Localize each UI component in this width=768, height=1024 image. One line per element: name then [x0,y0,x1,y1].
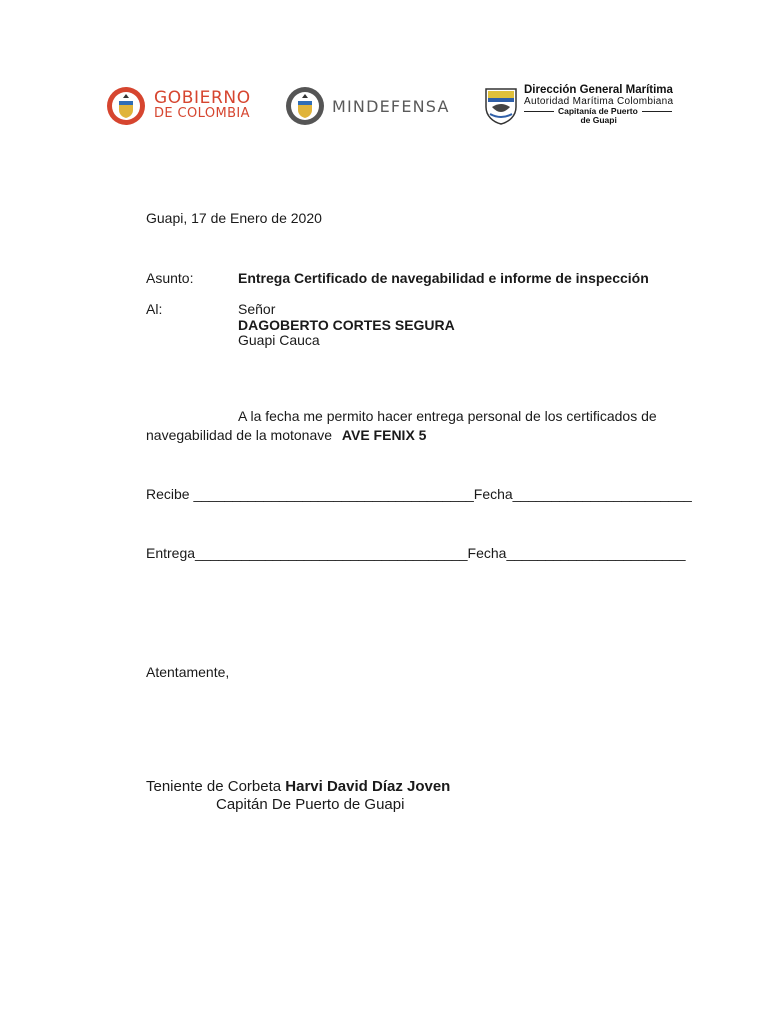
mindefensa-logo [285,86,450,126]
subject-value: Entrega Certificado de navegabilidad e informe de inspección [238,270,649,286]
dimar-office-line2: de Guapi [580,115,617,125]
body-line1: A la fecha me permito hacer entrega personal de los certificados de [238,408,657,424]
dimar-office-text: Capitanía de Puerto [558,106,638,116]
deliver-signature-line: Entrega___________________________________Fecha_______________________ [146,545,686,561]
to-location: Guapi Cauca [238,332,320,348]
dimar-subtitle: Autoridad Marítima Colombiana [524,96,674,107]
gobierno-line1: GOBIERNO [154,88,251,108]
to-name: DAGOBERTO CORTES SEGURA [238,317,455,333]
rule-right [642,111,672,112]
to-title: Señor [238,301,276,317]
dimar-title: Dirección General Marítima [524,84,673,96]
place-date: Guapi, 17 de Enero de 2020 [146,210,322,226]
dimar-logo [484,84,673,125]
gobierno-wordmark [154,88,251,121]
signer-rank: Teniente de Corbeta [146,778,282,795]
vessel-name: AVE FENIX 5 [341,427,427,443]
receive-signature-line: Recibe ____________________________________Fecha_______________________ [146,486,692,502]
gobierno-colombia-logo [106,86,251,126]
dimar-shield-icon [484,85,518,125]
closing: Atentamente, [146,664,230,680]
to-label: Al: [146,301,163,317]
dimar-wordmark [524,84,673,125]
mindefensa-seal-icon [285,86,325,126]
body-line2 [146,427,426,443]
body-line2-text: navegabilidad de la motonave [146,427,333,443]
signer-position: Capitán De Puerto de Guapi [216,796,405,813]
subject-label: Asunto: [146,270,194,286]
mindefensa-wordmark: MINDEFENSA [332,96,450,116]
signer-name: Harvi David Díaz Joven [285,778,451,795]
rule-left [524,111,554,112]
gobierno-line2: DE COLOMBIA [154,106,250,121]
colombia-seal-icon [106,86,146,126]
signer-line [146,778,450,795]
